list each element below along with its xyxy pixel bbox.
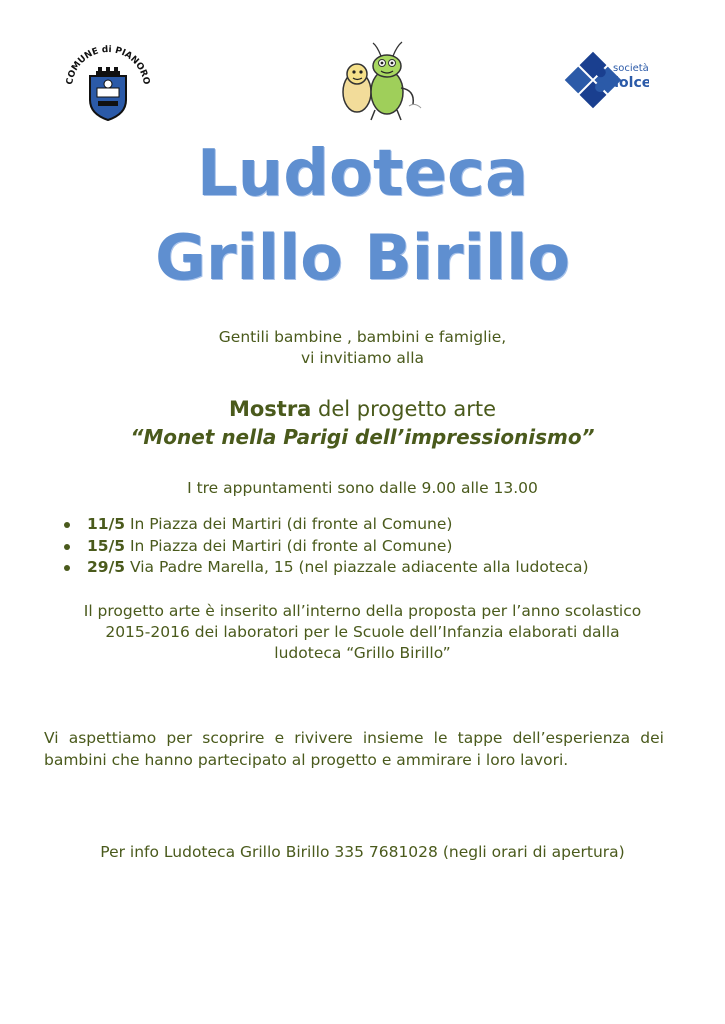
greeting	[0, 327, 725, 369]
date-label: 15/5	[87, 536, 126, 555]
comune-di-pianoro-logo	[60, 44, 156, 124]
project-info	[0, 601, 725, 664]
list-item	[62, 514, 589, 536]
bullet-icon	[64, 544, 70, 550]
grillo-birillo-mascot	[335, 40, 427, 122]
mostra-rest: del progetto arte	[311, 397, 497, 421]
bullet-icon	[64, 522, 70, 528]
date-label: 11/5	[87, 515, 126, 533]
puzzle-piece-icon	[563, 47, 649, 113]
bullet-icon	[64, 565, 70, 571]
seal-text: COMUNE di PIANORO	[65, 44, 151, 86]
dates-list	[62, 514, 589, 579]
project-title: “Monet nella Parigi dell’impressionismo”	[130, 425, 595, 449]
project-info-line-1: Il progetto arte è inserito all’interno della proposta per l’anno scolastico	[83, 602, 642, 620]
list-item	[62, 557, 589, 579]
contact-info: Per info Ludoteca Grillo Birillo 335 7681028 (negli orari di apertura)	[100, 843, 625, 861]
page-title-line-2: Grillo Birillo	[155, 221, 570, 294]
invitation-paragraph: Vi aspettiamo per scoprire e rivivere insieme le tappe dell’esperienza dei bambini che hanno partecipato al progetto e ammirare i loro lavori.	[44, 729, 664, 769]
date-location: In Piazza dei Martiri (di fronte al Comune)	[125, 515, 453, 533]
project-info-line-2: 2015-2016 dei laboratori per le Scuole dell’Infanzia elaborati dalla	[105, 623, 620, 641]
logo-text-top: società	[613, 63, 649, 74]
date-location: Via Padre Marella, 15 (nel piazzale adiacente alla ludoteca)	[125, 558, 589, 576]
municipal-seal-icon	[60, 44, 156, 124]
event-heading	[0, 396, 725, 423]
logo-text-bottom: dolce	[609, 75, 649, 91]
hours-text: I tre appuntamenti sono dalle 9.00 alle 13.00	[187, 479, 538, 497]
greeting-line-1: Gentili bambine , bambini e famiglie,	[218, 328, 507, 346]
greeting-line-2: vi invitiamo alla	[300, 349, 425, 367]
societa-dolce-logo	[563, 47, 649, 113]
project-info-line-3: ludoteca “Grillo Birillo”	[274, 644, 451, 662]
date-label: 29/5	[87, 558, 126, 576]
mostra-bold: Mostra	[228, 397, 312, 421]
list-item	[62, 536, 589, 558]
cricket-mascot-icon	[335, 40, 427, 122]
date-location: In Piazza dei Martiri (di fronte al Comune)	[125, 536, 453, 555]
page-title-line-1: Ludoteca	[196, 137, 529, 211]
